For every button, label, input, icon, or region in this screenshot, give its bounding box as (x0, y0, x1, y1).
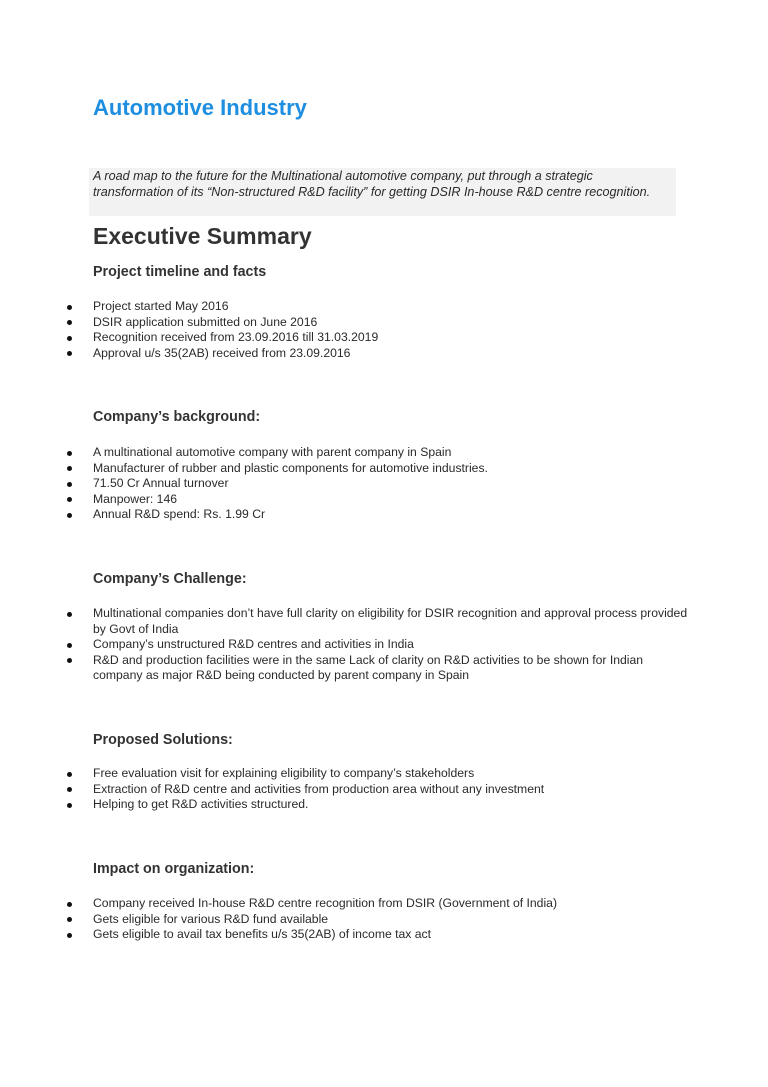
list-item-text: 71.50 Cr Annual turnover (93, 476, 229, 490)
list-item-text: Annual R&D spend: Rs. 1.99 Cr (93, 507, 266, 521)
bullet-icon (67, 497, 72, 502)
challenge-list (0, 606, 768, 684)
list-item (0, 653, 768, 684)
intro-text: A road map to the future for the Multinational automotive company, put through a strategic transformation of its “Non-structured R&D facility” for getting DSIR In-house R&D centre recognition. (89, 168, 676, 216)
list-item (0, 476, 768, 492)
bullet-icon (67, 612, 72, 617)
solutions-heading: Proposed Solutions: (93, 732, 233, 748)
challenge-heading: Company’s Challenge: (93, 571, 247, 587)
bullet-icon (67, 902, 72, 907)
list-item-text: R&D and production facilities were in the same Lack of clarity on R&D activities to be shown for Indian company as major R&D being conducted by parent company in Spain (93, 652, 644, 682)
bullet-icon (67, 643, 72, 648)
impact-heading: Impact on organization: (93, 861, 255, 877)
impact-list (0, 896, 768, 943)
list-item (0, 606, 768, 637)
list-item-text: Free evaluation visit for explaining eligibility to company’s stakeholders (93, 766, 475, 780)
bullet-icon (67, 658, 72, 663)
list-item-text: Approval u/s 35(2AB) received from 23.09.2016 (93, 345, 351, 360)
list-item-text: Project started May 2016 (93, 299, 229, 313)
list-item-text: Helping to get R&D activities structured. (93, 797, 309, 811)
list-item (0, 896, 768, 912)
background-list (0, 445, 768, 523)
executive-summary-heading: Executive Summary (93, 223, 312, 249)
bullet-icon (67, 482, 72, 487)
list-item-text: A multinational automotive company with parent company in Spain (93, 445, 452, 459)
list-item-text: Company received In-house R&D centre recognition from DSIR (Government of India) (93, 896, 558, 910)
bullet-icon (67, 787, 72, 792)
list-item-text: Manpower: 146 (93, 491, 178, 506)
list-item-text: Extraction of R&D centre and activities from production area without any investment (93, 781, 545, 796)
list-item (0, 492, 768, 508)
list-item-text: Company’s unstructured R&D centres and activities in India (93, 637, 414, 651)
list-item (0, 927, 768, 943)
bullet-icon (67, 320, 72, 325)
list-item (0, 766, 768, 782)
page-title: Automotive Industry (93, 95, 307, 120)
list-item (0, 461, 768, 477)
list-item (0, 912, 768, 928)
bullet-icon (67, 336, 72, 341)
list-item (0, 782, 768, 798)
bullet-icon (67, 917, 72, 922)
bullet-icon (67, 803, 72, 808)
solutions-list (0, 766, 768, 813)
list-item (0, 637, 768, 653)
list-item (0, 330, 768, 346)
list-item-text: Recognition received from 23.09.2016 till 31.03.2019 (93, 330, 379, 344)
background-heading: Company’s background: (93, 409, 261, 425)
list-item-text: Manufacturer of rubber and plastic components for automotive industries. (93, 460, 488, 475)
list-item-text: DSIR application submitted on June 2016 (93, 314, 318, 329)
timeline-heading: Project timeline and facts (93, 264, 267, 280)
bullet-icon (67, 513, 72, 518)
list-item (0, 346, 768, 362)
bullet-icon (67, 305, 72, 310)
list-item (0, 315, 768, 331)
list-item-text: Gets eligible to avail tax benefits u/s 35(2AB) of income tax act (93, 927, 432, 941)
bullet-icon (67, 466, 72, 471)
bullet-icon (67, 451, 72, 456)
list-item (0, 507, 768, 523)
list-item-text: Gets eligible for various R&D fund available (93, 911, 329, 926)
bullet-icon (67, 351, 72, 356)
bullet-icon (67, 933, 72, 938)
list-item (0, 797, 768, 813)
timeline-list (0, 299, 768, 361)
list-item (0, 445, 768, 461)
list-item (0, 299, 768, 315)
list-item-text: Multinational companies don’t have full clarity on eligibility for DSIR recognition and approval process provided by Govt of India (93, 606, 688, 636)
bullet-icon (67, 772, 72, 777)
